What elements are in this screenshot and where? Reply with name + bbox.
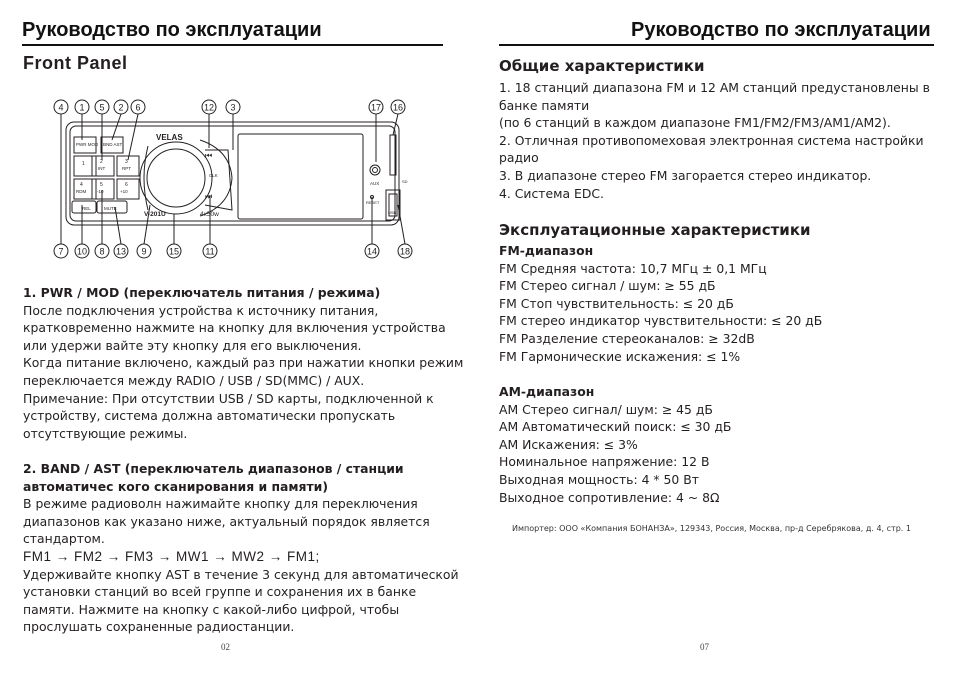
callout-7: 7 xyxy=(58,246,64,257)
panel-sd-label: SD xyxy=(402,179,408,184)
callout-9: 9 xyxy=(141,246,147,257)
page-number-left: 02 xyxy=(221,642,230,652)
prev-icon: ⏮ xyxy=(205,151,213,160)
pwr-mod-line: кратковременно нажмите на кнопку для включения устройства xyxy=(23,320,446,336)
callout-12: 12 xyxy=(203,102,215,113)
pwr-mod-line: Когда питание включено, каждый раз при нажатии кнопки режим xyxy=(23,355,464,371)
panel-btn4-sub: RDM xyxy=(76,189,87,194)
fm-line: FM Стерео сигнал / шум: ≥ 55 дБ xyxy=(499,278,716,294)
am-line: Выходное сопротивление: 4 ~ 8Ω xyxy=(499,489,720,505)
panel-usb-label: USB xyxy=(388,210,397,215)
am-line: Номинальное напряжение: 12 В xyxy=(499,454,710,470)
callout-5: 5 xyxy=(99,102,105,113)
panel-btn6-sub: +10 xyxy=(120,189,128,194)
pwr-mod-line: Примечание: При отсутствии USB / SD карты, подключенной к xyxy=(23,390,434,406)
band-ast-line: памяти. Нажмите на кнопку с какой-либо цифрой, чтобы xyxy=(23,601,400,617)
callout-16: 16 xyxy=(392,102,404,113)
pwr-mod-line: переключается между RADIO / USB / SD(MMC) / AUX. xyxy=(23,372,365,388)
fm-line: FM Стоп чувствительность: ≤ 20 дБ xyxy=(499,295,734,311)
panel-pwr-label: PWR MOD xyxy=(76,142,99,147)
pwr-mod-line: отсутствующие режимы. xyxy=(23,425,188,441)
fm-line: FM Гармонические искажения: ≤ 1% xyxy=(499,348,741,364)
general-line: 3. В диапазоне стерео FM загорается стерео индикатор. xyxy=(499,167,872,183)
general-line: 4. Система EDC. xyxy=(499,185,604,201)
panel-model: V-201U xyxy=(144,211,166,218)
general-line: 2. Отличная противопомеховая электронная система настройки xyxy=(499,132,924,148)
pwr-mod-line: или удержи вайте эту кнопку для его выключения. xyxy=(23,337,362,353)
band-sequence: FM1 → FM2 → FM3 → MW1 → MW2 → FM1; xyxy=(23,548,320,564)
volume-knob-inner xyxy=(147,149,205,207)
panel-rel-label: REL xyxy=(82,206,91,211)
callout-15: 15 xyxy=(168,246,180,257)
panel-btn2: 2 xyxy=(100,159,103,165)
band-ast-line: прослушать сохраненные радиостанции. xyxy=(23,619,295,635)
panel-display xyxy=(238,134,363,219)
preset-1-button xyxy=(74,156,96,176)
volume-knob xyxy=(140,142,212,214)
callout-2: 2 xyxy=(118,102,124,113)
callout-14: 14 xyxy=(366,246,378,257)
header-right: Руководство по эксплуатации xyxy=(631,19,931,41)
general-title: Общие характеристики xyxy=(499,57,705,75)
header-left: Руководство по эксплуатации xyxy=(22,19,322,41)
band-ast-line: Удерживайте кнопку AST в течение 3 секунд для автоматической xyxy=(23,566,459,582)
pwr-mod-line: устройству, система должна автоматически пропускать xyxy=(23,408,396,424)
fm-title: FM-диапазон xyxy=(499,243,594,258)
panel-btn6: 6 xyxy=(125,182,128,188)
am-line: AM Искажения: ≤ 3% xyxy=(499,436,638,452)
fm-line: FM Разделение стереоканалов: ≥ 32dB xyxy=(499,330,755,346)
panel-btn1: 1 xyxy=(82,161,85,167)
callout-4: 4 xyxy=(58,102,64,113)
fm-line: FM Средняя частота: 10,7 МГц ± 0,1 МГц xyxy=(499,260,767,276)
panel-clk-label: CLK xyxy=(209,173,218,178)
panel-band-label: BND AST xyxy=(103,142,123,147)
page-number-right: 07 xyxy=(700,642,709,652)
band-ast-heading-1: 2. BAND / AST (переключатель диапазонов / станции xyxy=(23,461,404,476)
callout-6: 6 xyxy=(135,102,141,113)
callout-17: 17 xyxy=(370,102,382,113)
am-title: AM-диапазон xyxy=(499,384,595,399)
panel-btn5-sub: -10 xyxy=(97,189,104,194)
panel-btn3: 3 xyxy=(125,159,128,165)
callout-10: 10 xyxy=(76,246,88,257)
panel-btn5: 5 xyxy=(100,182,103,188)
am-specs xyxy=(499,383,731,506)
general-list xyxy=(499,79,930,202)
am-line: Выходная мощность: 4 * 50 Вт xyxy=(499,471,699,487)
panel-btn4: 4 xyxy=(80,182,83,188)
panel-reset-label: RESET xyxy=(366,200,380,205)
band-ast-line: В режиме радиоволн нажимайте кнопку для переключения xyxy=(23,496,418,512)
callout-3: 3 xyxy=(230,102,236,113)
section-band-ast xyxy=(23,460,459,636)
front-panel-title: Front Panel xyxy=(23,53,128,73)
panel-power: 4x50w xyxy=(200,211,219,218)
band-ast-line: установки станций во всей группе и сохранения их в банке xyxy=(23,584,417,600)
am-line: AM Автоматический поиск: ≤ 30 дБ xyxy=(499,419,732,435)
general-line: радио xyxy=(499,150,539,166)
callout-13: 13 xyxy=(115,246,127,257)
next-icon: ⏭ xyxy=(205,192,213,201)
band-ast-heading-2: автоматичес кого сканирования и памяти) xyxy=(23,478,329,494)
panel-btn3-sub: RPT xyxy=(122,166,131,171)
panel-brand: VELAS xyxy=(156,133,183,142)
callout-18: 18 xyxy=(399,246,411,257)
callout-8: 8 xyxy=(99,246,105,257)
panel-aux-label: AUX xyxy=(370,181,380,186)
general-line: (по 6 станций в каждом диапазоне FM1/FM2/FM3/AM1/AM2). xyxy=(499,115,891,131)
oper-title: Эксплуатационные характеристики xyxy=(499,221,811,239)
general-line: банке памяти xyxy=(499,97,590,113)
importer-note: Импортер: ООО «Компания БОНАНЗА», 129343, Россия, Москва, пр-д Серебрякова, д. 4, стр. 1 xyxy=(512,524,911,533)
section-pwr-mod xyxy=(23,284,463,442)
fm-line: FM стерео индикатор чувствительности: ≤ 20 дБ xyxy=(499,313,823,329)
panel-mute-label: MUTE xyxy=(104,206,117,211)
band-ast-line: диапазонов как указано ниже, актуальный порядок является xyxy=(23,513,430,529)
callout-11: 11 xyxy=(205,246,215,257)
callout-1: 1 xyxy=(79,102,85,113)
pwr-mod-heading: 1. PWR / MOD (переключатель питания / режима) xyxy=(23,285,381,300)
panel-btn2-sub: INT xyxy=(98,166,106,171)
general-line: 1. 18 станций диапазона FM и 12 AM станций предустановлены в xyxy=(499,80,930,95)
band-ast-line: стандартом. xyxy=(23,531,105,547)
pwr-mod-line: После подключения устройства к источнику питания, xyxy=(23,302,379,318)
am-line: AM Стерео сигнал/ шум: ≥ 45 дБ xyxy=(499,401,713,417)
aux-jack xyxy=(370,165,380,175)
fm-specs xyxy=(499,242,822,365)
